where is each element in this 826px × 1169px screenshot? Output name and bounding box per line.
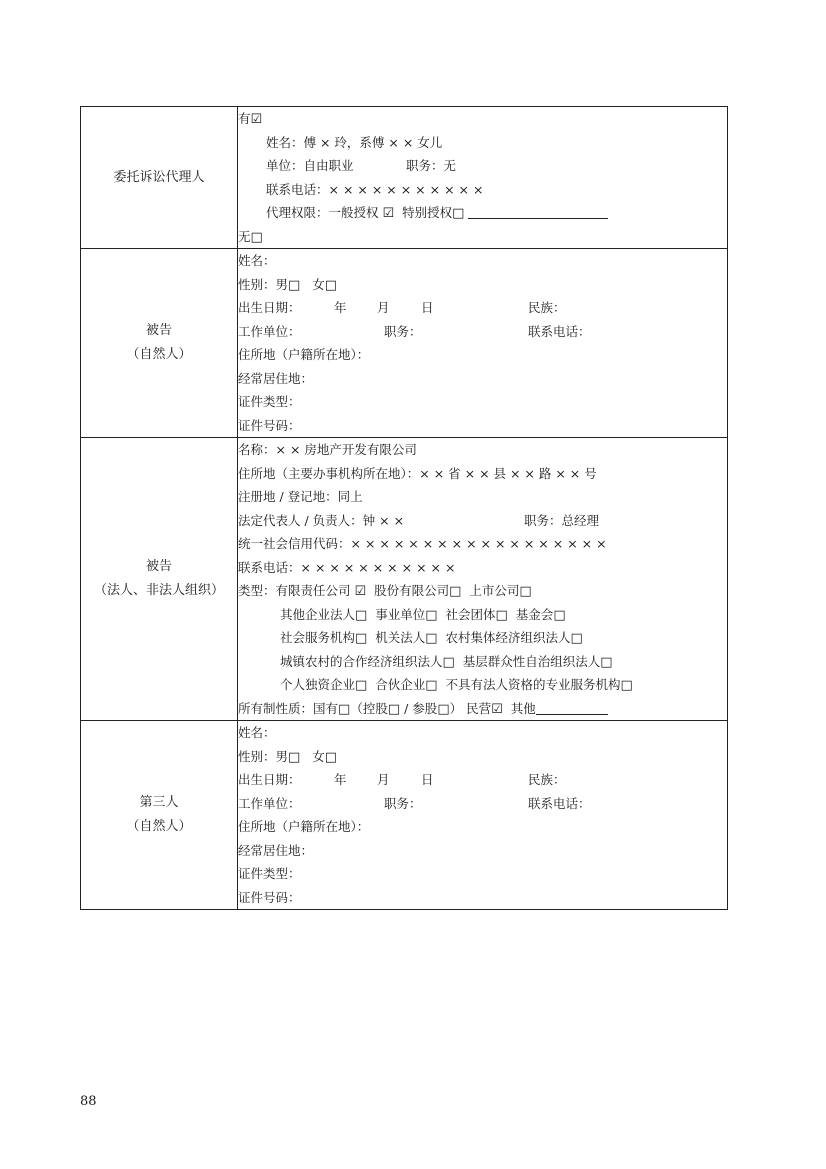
- org-type-label: 其他企业法人: [280, 606, 356, 622]
- defendant-org-row: [81, 438, 728, 721]
- dp-female-checkbox[interactable]: □: [324, 277, 338, 293]
- general-authority-checkbox[interactable]: ☑: [382, 206, 395, 221]
- defendant-person-row: [81, 249, 728, 438]
- org-type-checkbox[interactable]: □: [620, 678, 633, 693]
- special-authority-label: 特别授权: [402, 205, 453, 220]
- org-type-label: 事业单位: [375, 606, 426, 622]
- share-checkbox[interactable]: □: [437, 701, 450, 717]
- org-type-row-3: [280, 654, 613, 669]
- org-type-checkbox[interactable]: □: [553, 607, 566, 623]
- private-checkbox[interactable]: ☑: [491, 701, 503, 717]
- org-type-checkbox[interactable]: □: [425, 678, 438, 693]
- org-type-checkbox[interactable]: □: [519, 584, 532, 599]
- org-type-checkbox[interactable]: □: [355, 631, 368, 646]
- org-type-checkbox[interactable]: □: [355, 678, 368, 693]
- agent-has-text: 有: [238, 111, 251, 126]
- third-party-row: [81, 721, 728, 910]
- dp-name: 姓名：: [238, 253, 276, 268]
- defendant-org-content: 名称：× × 房地产开发有限公司 住所地（主要办事机构所在地）：× × 省 × × 县 × × 路 × × 号 注册地 / 登记地：同上 法定代表人 / 负责人：钟 × × 职务：总经理 统一社会信用代码：× × × × × × × × × × × × × × × × × × 联系电话：× × × × × × × × × × × 类型：有限责任公司 ☑ 股份有限公司□ 上市公司□ 其他企业法人□ 事业单位□ 社会团体□ 基金会□ 社会服务机构□ 机关法人□ 农村集体经济组织法人□ 城镇农村的合作经济组织法人□ 基层群众性自治组织法人□ 个人独资企业□ 合伙企业□ 不具有法人资格的专业服务机构□ 所有制性质：国有□（控股□ / 参股□） 民营☑ 其他: [238, 438, 728, 721]
- dp-male-checkbox[interactable]: □: [288, 277, 301, 293]
- agent-unit: 单位：自由职业: [266, 158, 354, 173]
- other-ownership-blank[interactable]: [536, 700, 608, 715]
- org-type-label: 不具有法人资格的专业服务机构: [445, 677, 621, 692]
- tp-name: 姓名：: [238, 725, 276, 740]
- agent-label: 委托诉讼代理人: [81, 107, 238, 249]
- org-type-label: 合伙企业: [375, 677, 426, 692]
- org-type-checkbox[interactable]: □: [355, 607, 368, 623]
- org-rep-duty: 职务：总经理: [524, 512, 600, 528]
- third-party-label: 第三人 （自然人）: [81, 721, 238, 910]
- state-owned-checkbox[interactable]: □: [338, 701, 351, 717]
- agent-content: [238, 107, 728, 249]
- defendant-person-label: 被告 （自然人）: [81, 249, 238, 438]
- org-type-label: 农村集体经济组织法人: [445, 630, 571, 645]
- org-type-row-2: [280, 630, 583, 645]
- org-type-row-0: [276, 583, 532, 598]
- agent-name: 姓名：傅 × 玲，系傅 × × 女儿: [266, 134, 443, 150]
- org-type-checkbox[interactable]: □: [570, 631, 583, 646]
- tp-female-checkbox[interactable]: □: [324, 749, 338, 765]
- org-type-checkbox[interactable]: □: [449, 584, 462, 599]
- org-type-checkbox[interactable]: □: [600, 654, 613, 670]
- agent-none-checkbox[interactable]: □: [250, 229, 263, 245]
- org-type-label: 有限责任公司: [275, 583, 351, 598]
- special-authority-blank[interactable]: [468, 204, 608, 219]
- agent-authority-label: 代理权限：一般授权: [266, 205, 379, 220]
- org-type-label: 个人独资企业: [280, 677, 356, 692]
- org-phone: 联系电话：× × × × × × × × × × ×: [238, 559, 456, 575]
- org-type-checkbox[interactable]: □: [442, 654, 455, 670]
- org-name: 名称：× × 房地产开发有限公司: [238, 442, 417, 457]
- org-type-label: 社会团体: [445, 606, 496, 622]
- org-type-label: 机关法人: [375, 630, 426, 645]
- org-address: 住所地（主要办事机构所在地）：× × 省 × × 县 × × 路 × × 号: [238, 465, 597, 481]
- agent-phone: 联系电话：× × × × × × × × × × ×: [266, 181, 484, 197]
- org-type-label: 基层群众性自治组织法人: [462, 653, 601, 669]
- org-type-checkbox[interactable]: □: [425, 607, 438, 623]
- agent-none-text: 无: [238, 228, 251, 244]
- org-type-checkbox[interactable]: □: [425, 631, 438, 646]
- agent-has-checkbox[interactable]: ☑: [250, 112, 263, 127]
- case-info-table: [80, 106, 728, 910]
- org-credit-code: 统一社会信用代码：× × × × × × × × × × × × × × × × × ×: [238, 536, 607, 551]
- agent-duty: 职务：无: [406, 158, 457, 173]
- org-type-row-1: [280, 607, 566, 622]
- org-type-row-4: [280, 677, 633, 692]
- org-rep: 法定代表人 / 负责人：钟 × ×: [238, 512, 405, 528]
- org-type-label: 股份有限公司: [374, 583, 450, 598]
- defendant-org-label: 被告 （法人、非法人组织）: [81, 438, 238, 721]
- org-type-checkbox[interactable]: ☑: [354, 584, 367, 599]
- third-party-content: 姓名： 性别：男□ 女□ 出生日期： 年 月 日 民族： 工作单位： 职务： 联系电话： 住所地（户籍所在地）： 经常居住地： 证件类型： 证件号码：: [238, 721, 728, 910]
- agent-row: [81, 107, 728, 249]
- org-type-label: 上市公司: [469, 583, 520, 598]
- special-authority-checkbox[interactable]: □: [452, 206, 465, 221]
- page-number: 88: [80, 1094, 97, 1109]
- org-type-label: 基金会: [515, 606, 554, 622]
- holding-checkbox[interactable]: □: [387, 701, 401, 717]
- org-type-label: 城镇农村的合作经济组织法人: [280, 653, 443, 669]
- org-type-label: 类型：: [238, 583, 276, 598]
- tp-male-checkbox[interactable]: □: [288, 749, 301, 765]
- defendant-person-content: 姓名： 性别：男□ 女□ 出生日期： 年 月 日 民族： 工作单位： 职务： 联系电话： 住所地（户籍所在地）： 经常居住地： 证件类型： 证件号码：: [238, 249, 728, 438]
- org-type-label: 社会服务机构: [280, 630, 356, 645]
- org-type-checkbox[interactable]: □: [495, 607, 508, 623]
- org-registered: 注册地 / 登记地：同上: [238, 489, 363, 504]
